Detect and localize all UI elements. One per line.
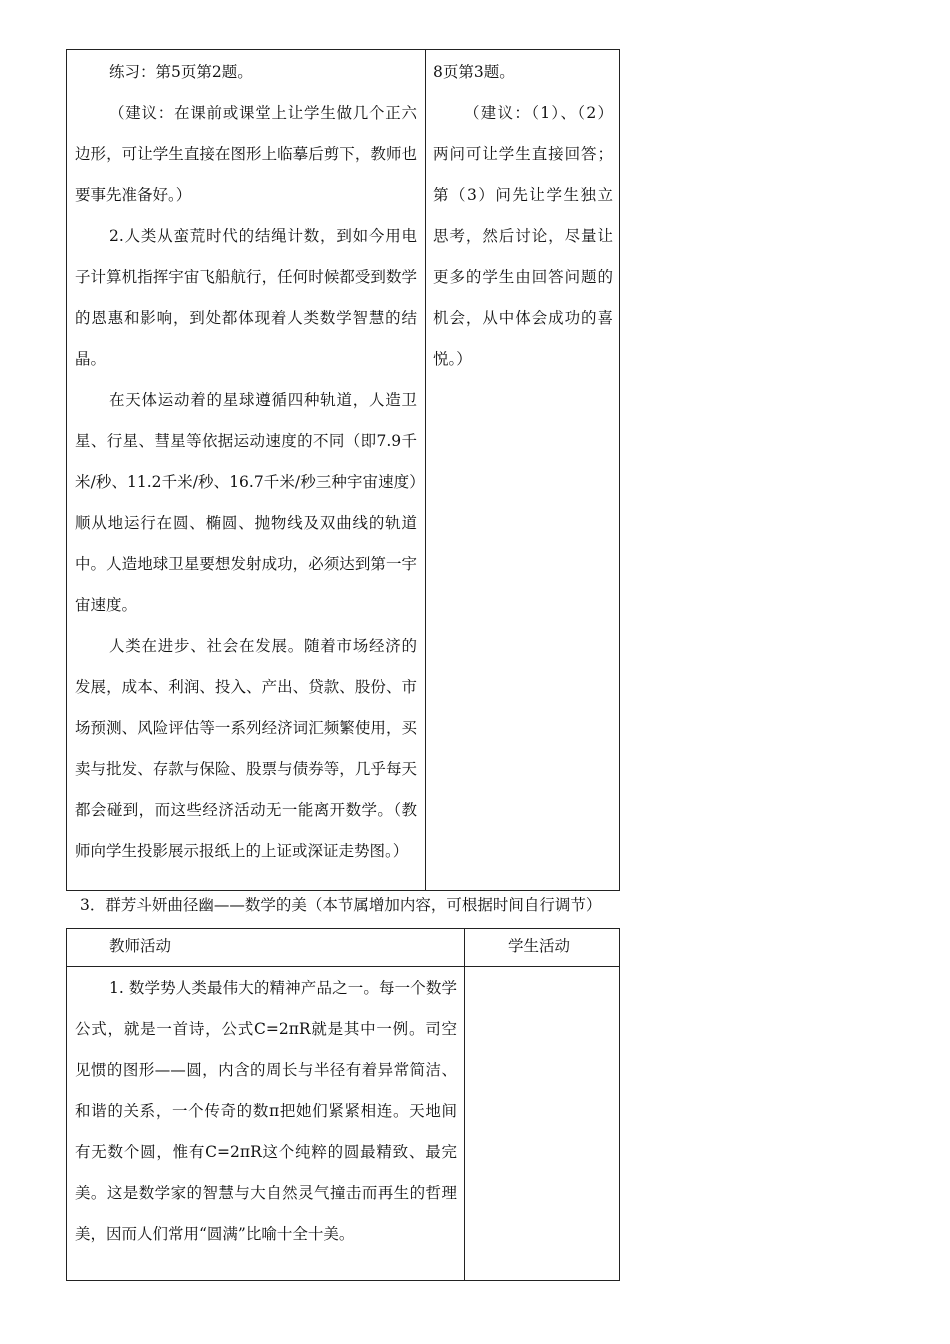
paragraph-history: 2.人类从蛮荒时代的结绳计数，到如今用电子计算机指挥宇宙飞船航行，任何时候都受到数学的恩惠和影响，到处都体现着人类数学智慧的结晶。 <box>75 227 417 368</box>
exercise-line-right: 8页第3题。 <box>433 63 515 81</box>
section-heading: 3．群芳斗妍曲径幽——数学的美（本节属增加内容，可根据时间自行调节） <box>80 896 602 914</box>
student-activity-column <box>433 52 613 380</box>
teacher-activity-cell <box>75 968 457 1255</box>
suggestion-paragraph-right: （建议：（1）、（2）两问可让学生直接回答；第（3）问先让学生独立思考，然后讨论，尽量让更多的学生由回答问题的机会，从中体会成功的喜悦。） <box>433 104 613 368</box>
lesson-table-2 <box>66 928 620 1281</box>
exercise-line: 练习：第5页第2题。 <box>109 63 253 81</box>
column-divider <box>464 929 465 1280</box>
header-student-activity: 学生活动 <box>508 937 571 955</box>
paragraph-orbits: 在天体运动着的星球遵循四种轨道，人造卫星、行星、彗星等依据运动速度的不同（即7.9千米/秒、11.2千米/秒、16.7千米/秒三种宇宙速度）顺从地运行在圆、椭圆、抛物线及双曲线的轨道中。人造地球卫星要想发射成功，必须达到第一宇宙速度。 <box>75 391 417 614</box>
teacher-activity-column <box>75 52 417 872</box>
header-teacher-activity: 教师活动 <box>109 937 172 955</box>
header-row-divider <box>67 966 619 967</box>
lesson-table-1 <box>66 49 620 891</box>
suggestion-paragraph: （建议：在课前或课堂上让学生做几个正六边形，可让学生直接在图形上临摹后剪下，教师也要事先准备好。） <box>75 104 417 204</box>
paragraph-beauty: 1. 数学势人类最伟大的精神产品之一。每一个数学公式，就是一首诗，公式C=2πR就是其中一例。司空见惯的图形——圆，内含的周长与半径有着异常简洁、和谐的关系，一个传奇的数π把她们紧紧相连。天地间有无数个圆，惟有C=2πR这个纯粹的圆最精致、最完美。这是数学家的智慧与大自然灵气撞击而再生的哲理美，因而人们常用“圆满”比喻十全十美。 <box>75 979 457 1243</box>
column-divider <box>425 50 426 890</box>
paragraph-economy: 人类在进步、社会在发展。随着市场经济的发展，成本、利润、投入、产出、贷款、股份、市场预测、风险评估等一系列经济词汇频繁使用，买卖与批发、存款与保险、股票与债券等，几乎每天都会碰到，而这些经济活动无一能离开数学。（教师向学生投影展示报纸上的上证或深证走势图。） <box>75 637 417 860</box>
